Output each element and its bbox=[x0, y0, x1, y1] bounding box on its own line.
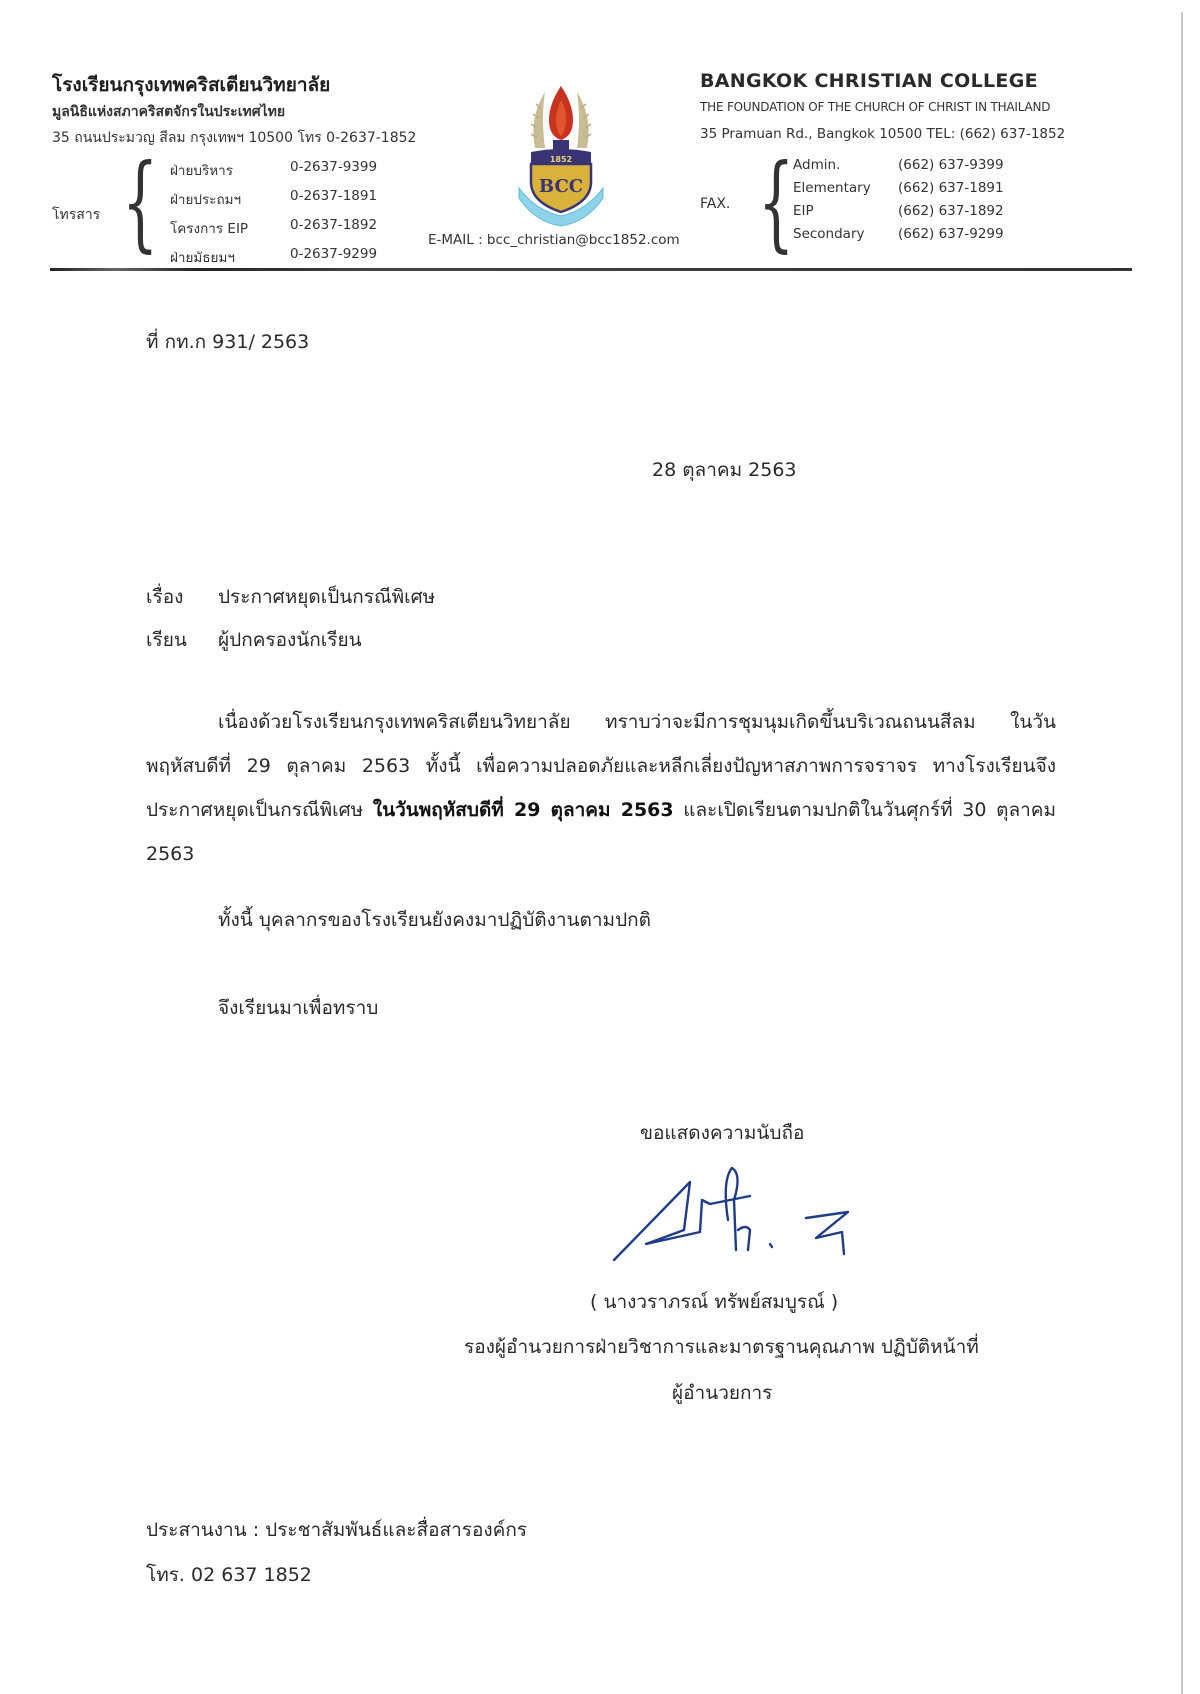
english-foundation: THE FOUNDATION OF THE CHURCH OF CHRIST IN THAILAND bbox=[700, 100, 1051, 114]
fax-dept: Elementary bbox=[793, 180, 871, 196]
subject-label: เรื่อง bbox=[146, 586, 184, 608]
contact-phone: โทร. 02 637 1852 bbox=[146, 1564, 312, 1586]
header-divider bbox=[50, 268, 1132, 271]
page-edge-line bbox=[1181, 12, 1183, 1694]
letter-date: 28 ตุลาคม 2563 bbox=[652, 459, 797, 481]
paragraph-bold-date: ในวันพฤหัสบดีที่ 29 ตุลาคม 2563 bbox=[372, 799, 674, 821]
fax-number: 0-2637-9399 bbox=[290, 159, 378, 175]
fax-number: (662) 637-9299 bbox=[898, 226, 1004, 242]
signature bbox=[610, 1160, 900, 1270]
closing-line: จึงเรียนมาเพื่อทราบ bbox=[218, 997, 379, 1019]
signer-title-acting: ผู้อำนวยการ bbox=[672, 1382, 773, 1404]
reference-number: ที่ กท.ก 931/ 2563 bbox=[146, 331, 310, 353]
fax-number: 0-2637-9299 bbox=[290, 246, 378, 262]
english-fax-list bbox=[793, 157, 1028, 242]
subject-value: ประกาศหยุดเป็นกรณีพิเศษ bbox=[218, 586, 436, 608]
english-fax-label: FAX. bbox=[700, 196, 731, 212]
fax-dept: ฝ่ายประถมฯ bbox=[170, 192, 242, 208]
main-paragraph bbox=[146, 700, 1056, 876]
brace-icon: { bbox=[758, 141, 795, 263]
fax-dept: EIP bbox=[793, 203, 814, 219]
fax-number: 0-2637-1891 bbox=[290, 188, 378, 204]
paragraph-text-end: และเปิดเรียนตามปกติในวันศุกร์ที่ 30 ตุลาคม 2563 bbox=[146, 799, 1056, 865]
fax-number: 0-2637-1892 bbox=[290, 217, 378, 233]
thai-foundation: มูลนิธิแห่งสภาคริสตจักรในประเทศไทย bbox=[52, 104, 286, 120]
brace-icon: { bbox=[122, 141, 159, 263]
email-address: E-MAIL : bcc_christian@bcc1852.com bbox=[428, 232, 680, 248]
recipient-label: เรียน bbox=[146, 629, 187, 651]
fax-dept: ฝ่ายบริหาร bbox=[170, 163, 233, 179]
thai-fax-list bbox=[170, 159, 410, 268]
fax-dept: Secondary bbox=[793, 226, 865, 242]
regards: ขอแสดงความนับถือ bbox=[640, 1122, 805, 1144]
paragraph-text: เนื่องด้วยโรงเรียนกรุงเทพคริสเตียนวิทยาลัย ทราบว่าจะมีการชุมนุมเกิดขึ้นบริเวณถนนสีลม ในวันพฤหัสบดีที่ 29 ตุลาคม 2563 ทั้งนี้ เพื่อความปลอดภัยและหลีกเลี่ยงปัญหาสภาพการจราจร ทางโรงเรียนจึงประกาศหยุดเป็นกรณีพิเศษ bbox=[146, 711, 1056, 821]
recipient-value: ผู้ปกครองนักเรียน bbox=[218, 629, 362, 651]
svg-text:1852: 1852 bbox=[549, 155, 573, 164]
fax-dept: โครงการ EIP bbox=[170, 221, 249, 237]
english-address: 35 Pramuan Rd., Bangkok 10500 TEL: (662) 637-1852 bbox=[700, 126, 1066, 142]
fax-dept: ฝ่ายมัธยมฯ bbox=[170, 250, 235, 266]
signer-title: รองผู้อำนวยการฝ่ายวิชาการและมาตรฐานคุณภาพ ปฏิบัติหน้าที่ bbox=[464, 1336, 979, 1358]
thai-school-name: โรงเรียนกรุงเทพคริสเตียนวิทยาลัย bbox=[52, 74, 331, 96]
fax-number: (662) 637-1891 bbox=[898, 180, 1004, 196]
thai-fax-label: โทรสาร bbox=[52, 207, 101, 223]
fax-number: (662) 637-1892 bbox=[898, 203, 1004, 219]
staff-note: ทั้งนี้ บุคลากรของโรงเรียนยังคงมาปฏิบัติงานตามปกติ bbox=[218, 909, 651, 931]
fax-number: (662) 637-9399 bbox=[898, 157, 1004, 173]
school-crest-logo bbox=[515, 78, 607, 228]
signer-name: ( นางวราภรณ์ ทรัพย์สมบูรณ์ ) bbox=[590, 1291, 839, 1313]
fax-dept: Admin. bbox=[793, 157, 841, 173]
coordinator: ประสานงาน : ประชาสัมพันธ์และสื่อสารองค์กร bbox=[146, 1519, 528, 1541]
english-school-name: BANGKOK CHRISTIAN COLLEGE bbox=[700, 70, 1038, 92]
thai-address: 35 ถนนประมวญ สีลม กรุงเทพฯ 10500 โทร 0-2637-1852 bbox=[52, 130, 417, 146]
svg-text:BCC: BCC bbox=[538, 176, 584, 197]
